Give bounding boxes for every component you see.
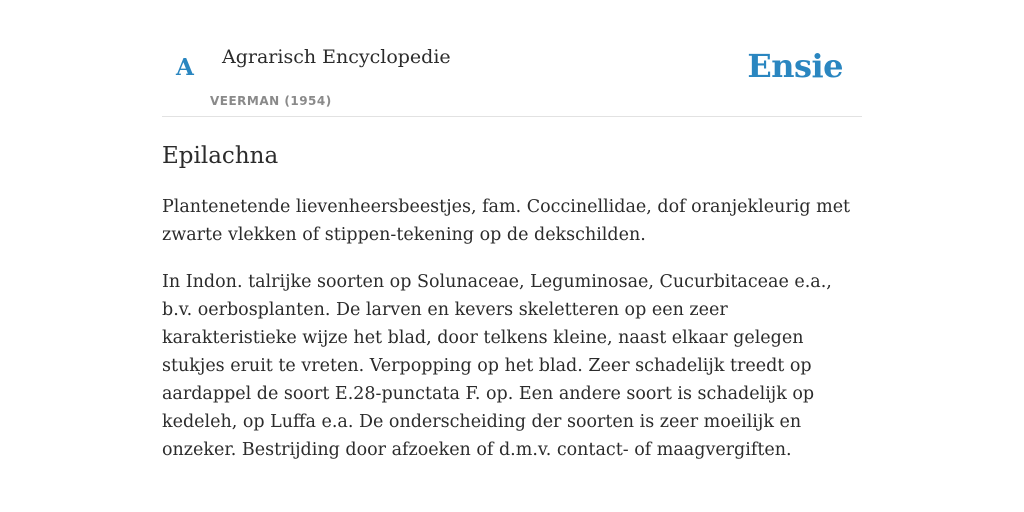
- book-title-link[interactable]: Agrarisch Encyclopedie: [222, 46, 451, 68]
- book-header: [162, 0, 862, 117]
- entry-title: Epilachna: [162, 143, 279, 169]
- page-container: [162, 0, 862, 512]
- entry-paragraph: Plantenetende lievenheersbeestjes, fam. Coccinellidae, dof oranjekleurig met zwarte vlekken of stippen-tekening op de dekschilden.: [162, 196, 851, 245]
- letter-index-link[interactable]: A: [176, 54, 194, 81]
- ensie-logo-link[interactable]: Ensie: [747, 47, 843, 85]
- entry-body: [162, 193, 862, 464]
- entry-paragraph: In Indon. talrijke soorten op Solunaceae, Leguminosae, Cucurbitaceae e.a., b.v. oerbosplanten. De larven en kevers skeletteren op een zeer karakteristieke wijze het blad, door telkens kleine, naast elkaar gelegen stukjes eruit te vreten. Verpopping op het blad. Zeer schadelijk treedt op aardappel de soort E.28-punctata F. op. Een andere soort is schadelijk op kedeleh, op Luffa e.a. De onderscheiding der soorten is zeer moeilijk en onzeker. Bestrijding door afzoeken of d.m.v. contact- of maagvergiften.: [162, 271, 832, 460]
- book-author: VEERMAN (1954): [210, 94, 332, 108]
